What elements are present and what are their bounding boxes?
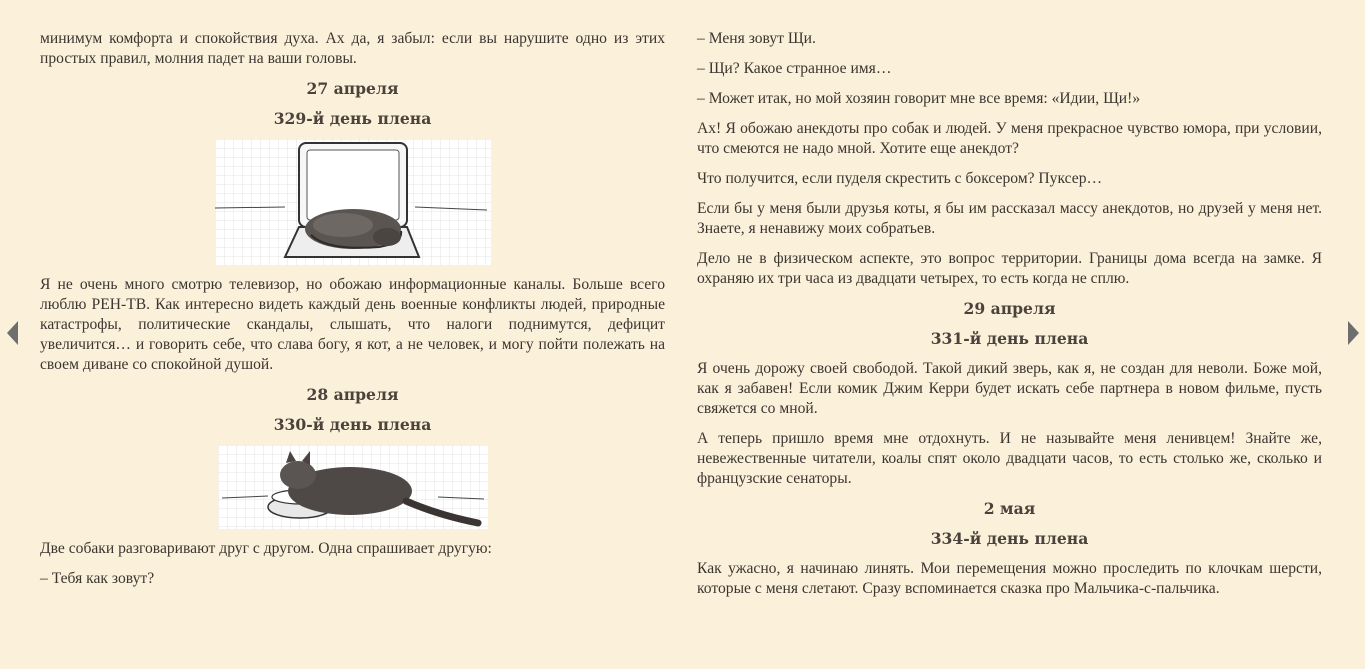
left-page-column [40, 29, 665, 599]
entry-date-heading: 29 апреля [963, 299, 1056, 318]
cat-eating-from-bowl-illustration [218, 445, 488, 529]
paragraph: Как ужасно, я начинаю линять. Мои перемещения можно проследить по клочкам шерсти, которые с меня слетают. Сразу вспоминается сказка про Мальчика-с-пальчика. [697, 560, 1322, 597]
dialog-line: – Тебя как зовут? [40, 570, 155, 587]
paragraph: А теперь пришло время мне отдохнуть. И не называйте меня ленивцем! Знайте же, невежественные читатели, коалы спят около двадцати часов, то есть столько же, сколько и французские сенаторы. [697, 430, 1322, 487]
paragraph: Если бы у меня были друзья коты, я бы им рассказал массу анекдотов, но друзей у меня нет. Знаете, я ненавижу моих собратьев. [697, 200, 1322, 237]
entry-date-heading: 2 мая [983, 499, 1036, 518]
captivity-day-heading: 331-й день плена [930, 329, 1089, 348]
paragraph: минимум комфорта и спокойствия духа. Ах да, я забыл: если вы нарушите одно из этих простых правил, молния падет на ваши головы. [40, 30, 665, 67]
paragraph: Я не очень много смотрю телевизор, но обожаю информационные каналы. Больше всего люблю РЕН-ТВ. Как интересно видеть каждый день военные конфликты людей, природные катастрофы, политические скандалы, слышать, что налоги поднимутся, дефицит увеличится… и говорить себе, что слава богу, я кот, а не человек, и могу пойти полежать на своем диване со спокойной душой. [40, 276, 665, 373]
paragraph: Что получится, если пуделя скрестить с боксером? Пуксер… [697, 170, 1103, 187]
dialog-line: – Меня зовут Щи. [697, 30, 816, 47]
next-page-arrow-icon[interactable] [1348, 321, 1359, 345]
dialog-line: – Щи? Какое странное имя… [697, 60, 892, 77]
entry-date-heading: 28 апреля [306, 385, 399, 404]
captivity-day-heading: 334-й день плена [930, 529, 1089, 548]
captivity-day-heading: 330-й день плена [273, 415, 432, 434]
dialog-line: – Может итак, но мой хозяин говорит мне все время: «Идии, Щи!» [697, 90, 1141, 107]
right-page-column [697, 29, 1322, 609]
paragraph: Две собаки разговаривают друг с другом. Одна спрашивает другую: [40, 540, 492, 557]
captivity-day-heading: 329-й день плена [273, 109, 432, 128]
entry-date-heading: 27 апреля [306, 79, 399, 98]
cat-sleeping-on-laptop-illustration [215, 139, 491, 265]
paragraph: Я очень дорожу своей свободой. Такой дикий зверь, как я, не создан для неволи. Боже мой, как я забавен! Если комик Джим Керри будет искать себе партнера в новом фильме, пусть свяжется со мной. [697, 360, 1322, 417]
paragraph: Дело не в физическом аспекте, это вопрос территории. Границы дома всегда на замке. Я охраняю их три часа из двадцати четырех, то есть когда не сплю. [697, 250, 1322, 287]
previous-page-arrow-icon[interactable] [7, 321, 18, 345]
paragraph: Ах! Я обожаю анекдоты про собак и людей. У меня прекрасное чувство юмора, при условии, что смеются не надо мной. Хотите еще анекдот? [697, 120, 1322, 157]
